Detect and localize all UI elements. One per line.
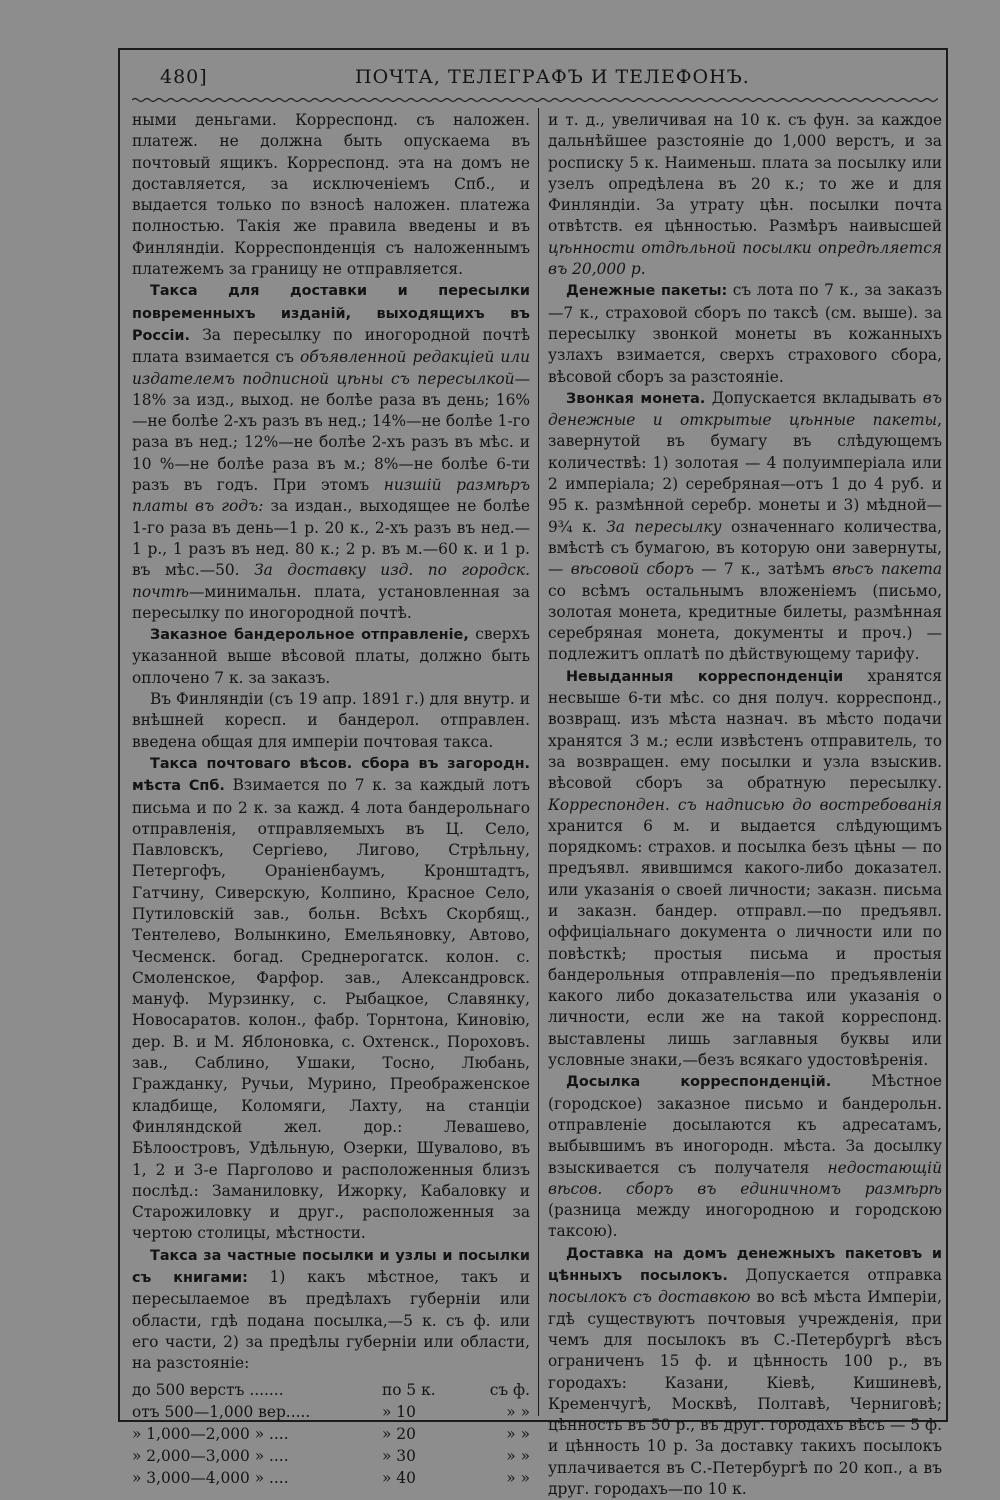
section-heading: Заказное бандерольное отправленіе,	[150, 627, 469, 644]
table-cell: отъ 500—1,000 вер.....	[132, 1402, 311, 1421]
italic-text: въ денежные и открытые цѣнные пакеты	[548, 388, 942, 430]
table-cell: до 500 верстъ .......	[132, 1380, 284, 1399]
text: означеннаго количества, вмѣстѣ съ бумагою, въ которую они завернуты, —	[548, 517, 942, 579]
section-heading: Невыданныя корреспонденціи	[566, 668, 844, 685]
text: за издан., выходящее не болѣе 1-го раза въ день—1 р. 20 к., 2-хъ разъ въ нед.—1 р., 1 разъ въ нед. 80 к.; 2 р. въ м.—60 к. и 1 р. въ мѣс.—50.	[132, 497, 530, 580]
paragraph	[132, 753, 530, 1245]
paragraph	[548, 388, 942, 666]
text: хранится 6 м. и выдается слѣдующимъ порядкомъ: страхов. и посылка безъ цѣны — по предъявл. явившимся какого-либо доказател. или указанія о своей личности; заказн. письма и заказн. бандер. отправл.—по предъявл. оффиціальнаго документа о личности или по повѣсткѣ; простыя письма и простыя бандерольныя отправленія—по предъявленіи какого либо доказательства или указанія о личности, если же на такой корреспонд. выставлены лишь заглавныя буквы или условные знаки,—безъ всякаго удостовѣренія.	[548, 816, 942, 1070]
table-cell: съ ф.	[489, 1380, 530, 1399]
text: во всѣ мѣста Имперіи, гдѣ существуютъ почтовыя учрежденія, при чемъ для посылокъ въ С.-Петербургѣ вѣсъ ограниченъ 15 ф. и цѣнность 100 р., въ городахъ: Казани, Кіевѣ, Кишиневѣ, Кременчугѣ, Москвѣ, Полтавѣ, Черниговѣ; цѣнность въ 50 р., въ друг. городахъ вѣсъ — 5 ф. и цѣнность 10 р. За доставку такихъ посылокъ уплачивается въ С.-Петербургѣ по 20 коп., а въ друг. городахъ—по 10 к.	[548, 1288, 942, 1498]
paragraph: ными деньгами. Корреспонд. съ наложен. платеж. не должна быть опускаема въ почтовый ящикъ. Корреспонд. эта на домъ не доставляется, за исключеніемъ Спб., и выдается только по взносѣ наложен. платежа полностью. Такія же правила введены и въ Финляндіи. Корреспонденція съ наложеннымъ платежемъ за границу не отправляется.	[132, 111, 530, 279]
table-cell: » »	[506, 1424, 530, 1443]
text: 1) какъ мѣстное, такъ и пересылаемое въ предѣлахъ губерніи или области, гдѣ подана посылка,—5 к. съ ф. или его части, 2) за предѣлы губерніи или области, на разстояніе:	[132, 1268, 530, 1373]
text: съ лота по 7 к., за заказъ—7 к., страховой сборъ по таксѣ (см. выше). за пересылку звонкой монеты въ кожанныхъ узлахъ взимается, сверхъ страхового сбора, вѣсовой сборъ за разстояніе.	[548, 281, 942, 386]
italic-text: вѣсъ пакета	[832, 560, 942, 579]
table-row	[132, 1401, 530, 1423]
text: Мѣстное (городское) заказное письмо и бандерольн. отправленіе досылаются къ адресатамъ, выбывшимъ въ иногородн. мѣста. За досылку взыскивается съ получателя	[548, 1072, 942, 1177]
section-heading: Такса за частные посылки и узлы и посылки съ книгами:	[132, 1247, 530, 1287]
section-heading: Такса почтоваго вѣсов. сбора въ загородн. мѣста Спб.	[132, 755, 530, 795]
table-cell: » 3,000—4,000 » ....	[132, 1468, 289, 1487]
rate-table	[132, 1379, 530, 1489]
table-cell: » 20	[382, 1424, 416, 1443]
paragraph	[548, 1071, 942, 1242]
text: со всѣмъ остальнымъ вложеніемъ (письмо, золотая монета, кредитные билеты, размѣнная серебряная монета, документы и проч.) — подлежитъ оплатѣ по дѣйствующему тарифу.	[548, 581, 942, 664]
italic-text: недостающій вѣсов. сборъ въ единичномъ размѣрѣ	[548, 1158, 942, 1198]
text: Допускается вкладывать	[705, 388, 923, 407]
page-header	[160, 66, 940, 96]
table-cell: » 2,000—3,000 » ....	[132, 1446, 289, 1465]
italic-text: За пересылку	[606, 517, 722, 536]
text: Допускается отправка	[727, 1266, 942, 1285]
table-cell: » »	[506, 1446, 530, 1465]
italic-text: объявленной редакціей или издателемъ подписной цѣны съ пересылкой	[132, 348, 530, 388]
paragraph	[548, 110, 942, 280]
section-heading: Досылка корреспонденцій.	[566, 1074, 832, 1091]
left-column	[132, 110, 530, 1489]
text: и т. д., увеличивая на 10 к. съ фун. за каждое дальнѣйшее разстояніе до 1,000 верстъ, и за росписку 5 к. Наименьш. плата за посылку или узелъ опредѣлена въ 20 к.; то же и для Финляндіи. За утрату цѣн. посылки почта отвѣтств. ея цѣнностью. Размѣръ наивысшей	[548, 111, 942, 236]
text: (разница между иногородною и городскою таксою).	[548, 1201, 942, 1241]
section-heading: Такса для доставки и пересылки повременныхъ изданій, выходящихъ въ Россіи.	[132, 283, 530, 344]
right-column	[548, 110, 942, 1500]
text: —минимальн. плата, установленная за пересылку по иногородной почтѣ.	[132, 582, 530, 622]
table-row	[132, 1379, 530, 1401]
paragraph	[548, 280, 942, 387]
text: сверхъ указанной выше вѣсовой платы, должно быть оплочено 7 к. за заказъ.	[132, 625, 531, 687]
page-number: 480]	[160, 66, 208, 88]
paragraph: Въ Финляндіи (съ 19 апр. 1891 г.) для внутр. и внѣшней коресп. и бандерол. отправлен. введена общая для имперіи почтовая такса.	[132, 690, 530, 751]
italic-text: цѣнности отдѣльной посылки опредѣляется въ 20,000 р.	[548, 238, 942, 279]
italic-text: посылокъ съ доставкою	[548, 1288, 751, 1307]
table-row	[132, 1423, 530, 1445]
table-cell: » 30	[382, 1446, 416, 1465]
paragraph	[132, 280, 530, 624]
table-cell: » 1,000—2,000 » ....	[132, 1424, 289, 1443]
paragraph	[548, 666, 942, 1072]
text: — 7 к., затѣмъ	[693, 560, 833, 579]
table-cell: по 5 к.	[382, 1380, 436, 1399]
paragraph	[548, 1243, 942, 1500]
text: хранятся несвыше 6-ти мѣс. со дня получ. корреспонд., возвращ. изъ мѣста назнач. въ мѣсто подачи хранятся 3 м.; если извѣстенъ отправитель, то за возвращен. ему посылки и узла взыскив. вѣсовой сборъ за обратную пересылку.	[548, 666, 942, 793]
text: , завернутой въ бумагу въ слѣдующемъ количествѣ: 1) золотая — 4 полуимперіала или 2 имперіала; 2) серебряная—отъ 1 до 4 руб. и 95 к. размѣнной серебр. монеты и 3) мѣдной—9¾ к.	[548, 411, 942, 536]
text: —18% за изд., выход. не болѣе раза въ день; 16%—не болѣе 2-хъ разъ въ нед.; 14%—не болѣе 1-го раза въ нед.; 12%—не болѣе 2-хъ разъ въ мѣс. и 10 %—не болѣе раза въ м.; 8%—не болѣе 6-ти разъ въ годъ. При этомъ	[132, 369, 530, 495]
column-divider	[538, 108, 539, 1416]
section-heading: Звонкая монета.	[566, 390, 706, 407]
table-cell: » 40	[382, 1468, 416, 1487]
text: За пересылку по иногородной почтѣ плата взимается съ	[132, 325, 530, 367]
table-cell: » »	[506, 1468, 530, 1487]
italic-text: За доставку изд. по городск. почтѣ	[132, 561, 530, 601]
section-heading: Доставка на домъ денежныхъ пакетовъ и цѣнныхъ посылокъ.	[548, 1245, 942, 1285]
italic-text: Корреспонден. съ надписью до востребованія	[548, 795, 942, 814]
running-head: ПОЧТА, ТЕЛЕГРАФЪ И ТЕЛЕФОНЪ.	[355, 66, 750, 88]
paragraph	[132, 1245, 530, 1375]
paragraph	[132, 624, 530, 689]
table-cell: » »	[506, 1402, 530, 1421]
italic-text: низшій размѣръ платы въ годъ:	[132, 476, 530, 516]
table-row	[132, 1445, 530, 1467]
section-heading: Денежные пакеты:	[566, 283, 728, 300]
text: Взимается по 7 к. за каждый лотъ письма и по 2 к. за кажд. 4 лота бандерольнаго отправленія, отправляемыхъ въ Ц. Село, Павловскъ, Сергіево, Лигово, Стрѣльну, Петергофъ, Оранiенбаумъ, Кронштадтъ, Гатчину, Сиверскую, Колпино, Красное Село, Путиловскій зав., больн. Всѣхъ Скорбящ., Тентелево, Волынкино, Емельяновку, Автово, Чесменск. богад. Среднерогатск. колон. с. Смоленское, Фарфор. зав., Александровск. мануф. Мурзинку, с. Рыбацкое, Славянку, Новосаратов. колон., фабр. Торнтона, Киновію, дер. В. и М. Яблоновка, с. Охтенск., Пороховъ. зав., Саблино, Ушаки, Тосно, Любань, Гражданку, Ручьи, Мурино, Преображенское кладбище, Коломяги, Лахту, на станціи Финляндской жел. дор.: Левашево, Бѣлоостровъ, Удѣльную, Озерки, Шувалово, въ 1, 2 и 3-е Парголово и расположенныя близъ послѣд.: Заманиловку, Ижорку, Кабаловку и Старожиловку и друг., расположенныя за чертою столицы, мѣстности.	[132, 776, 530, 1243]
italic-text: вѣсовой сборъ	[570, 560, 694, 579]
table-row	[132, 1467, 530, 1489]
wavy-rule	[132, 96, 938, 104]
table-cell: » 10	[382, 1402, 416, 1421]
